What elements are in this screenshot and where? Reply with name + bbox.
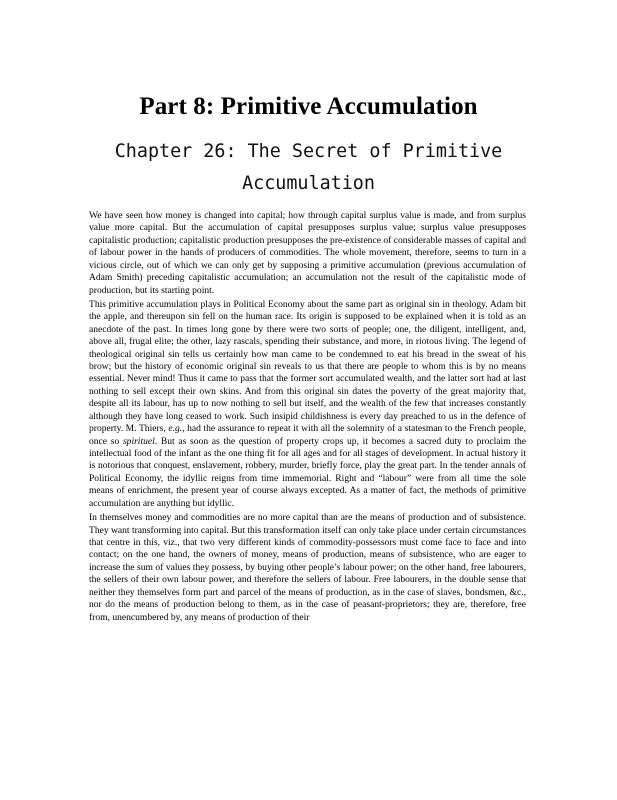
part-title: Part 8: Primitive Accumulation (139, 93, 478, 120)
italic-text: e.g. (168, 423, 183, 435)
italic-text: spirituel (122, 435, 155, 447)
body-paragraph (89, 299, 526, 510)
body-paragraph (89, 512, 526, 624)
paragraph-text: , had the assurance to repeat it with all the solemnity of a statesman to the French people, once so (89, 423, 527, 447)
paragraph-text: This primitive accumulation plays in Political Economy about the same part as original sin in theology. Adam bit the apple, and thereupon sin fell on the human race. Its origin is supposed to be explained when it is told as an anecdote of the past. In times long gone by there were two sorts of people; one, the diligent, intelligent, and, above all, frugal elite; the other, lazy rascals, spending their substance, and more, in riotous living. The legend of theological original sin tells us certainly how man came to be condemned to eat his bread in the sweat of his brow; but the history of economic original sin reveals to us that there are people to whom this is by no means essential. Never mind! Thus it came to pass that the former sort accumulated wealth, and the latter sort had at last nothing to sell except their own skins. And from this original sin dates the poverty of the great majority that, despite all its labour, has up to now nothing to sell but itself, and the wealth of the few that increases constantly although they have long ceased to work. Such insipid childishness is every day preached to us in the defence of property. M. Thiers, (89, 298, 526, 435)
paragraph-text: . But as soon as the question of property crops up, it becomes a sacred duty to proclaim the intellectual food of the infant as the one thing fit for all ages and for all stages of development. In actual history it is notorious that conquest, enslavement, robbery, murder, briefly force, play the great part. In the tender annals of Political Economy, the idyllic reigns from time immemorial. Right and “labour” were from all time the sole means of enrichment, the present year of course always excepted. As a matter of fact, the methods of primitive accumulation are anything but idyllic. (89, 435, 526, 509)
body-paragraph (89, 210, 526, 297)
chapter-title: Chapter 26: The Secret of Primitive Accumulation (114, 141, 503, 194)
paragraph-text: We have seen how money is changed into capital; how through capital surplus value is made, and from surplus value more capital. But the accumulation of capital presupposes surplus value; surplus value presupposes capitalistic production; capitalistic production presupposes the pre-existence of considerable masses of capital and of labour power in the hands of producers of commodities. The whole movement, therefore, seems to turn in a vicious circle, out of which we can only get by supposing a primitive accumulation (previous accumulation of Adam Smith) preceding capitalistic accumulation; an accumulation not the result of the capitalistic mode of production, but its starting point. (89, 210, 526, 296)
paragraph-text: In themselves money and commodities are no more capital than are the means of production and of subsistence. They want transforming into capital. But this transformation itself can only take place under certain circumstances that centre in this, viz., that two very different kinds of commodity-possessors must come face to face and into contact; on the one hand, the owners of money, means of production, means of subsistence, who are eager to increase the sum of values they possess, by buying other people’s labour power; on the other hand, free labourers, the sellers of their own labour power, and therefore the sellers of labour. Free labourers, in the double sense that neither they themselves form part and parcel of the means of production, as in the case of slaves, bondsmen, &c., nor do the means of production belong to them, as in the case of peasant-proprietors; they are, therefore, free from, unencumbered by, any means of production of their (89, 512, 526, 623)
body-text (89, 210, 526, 626)
